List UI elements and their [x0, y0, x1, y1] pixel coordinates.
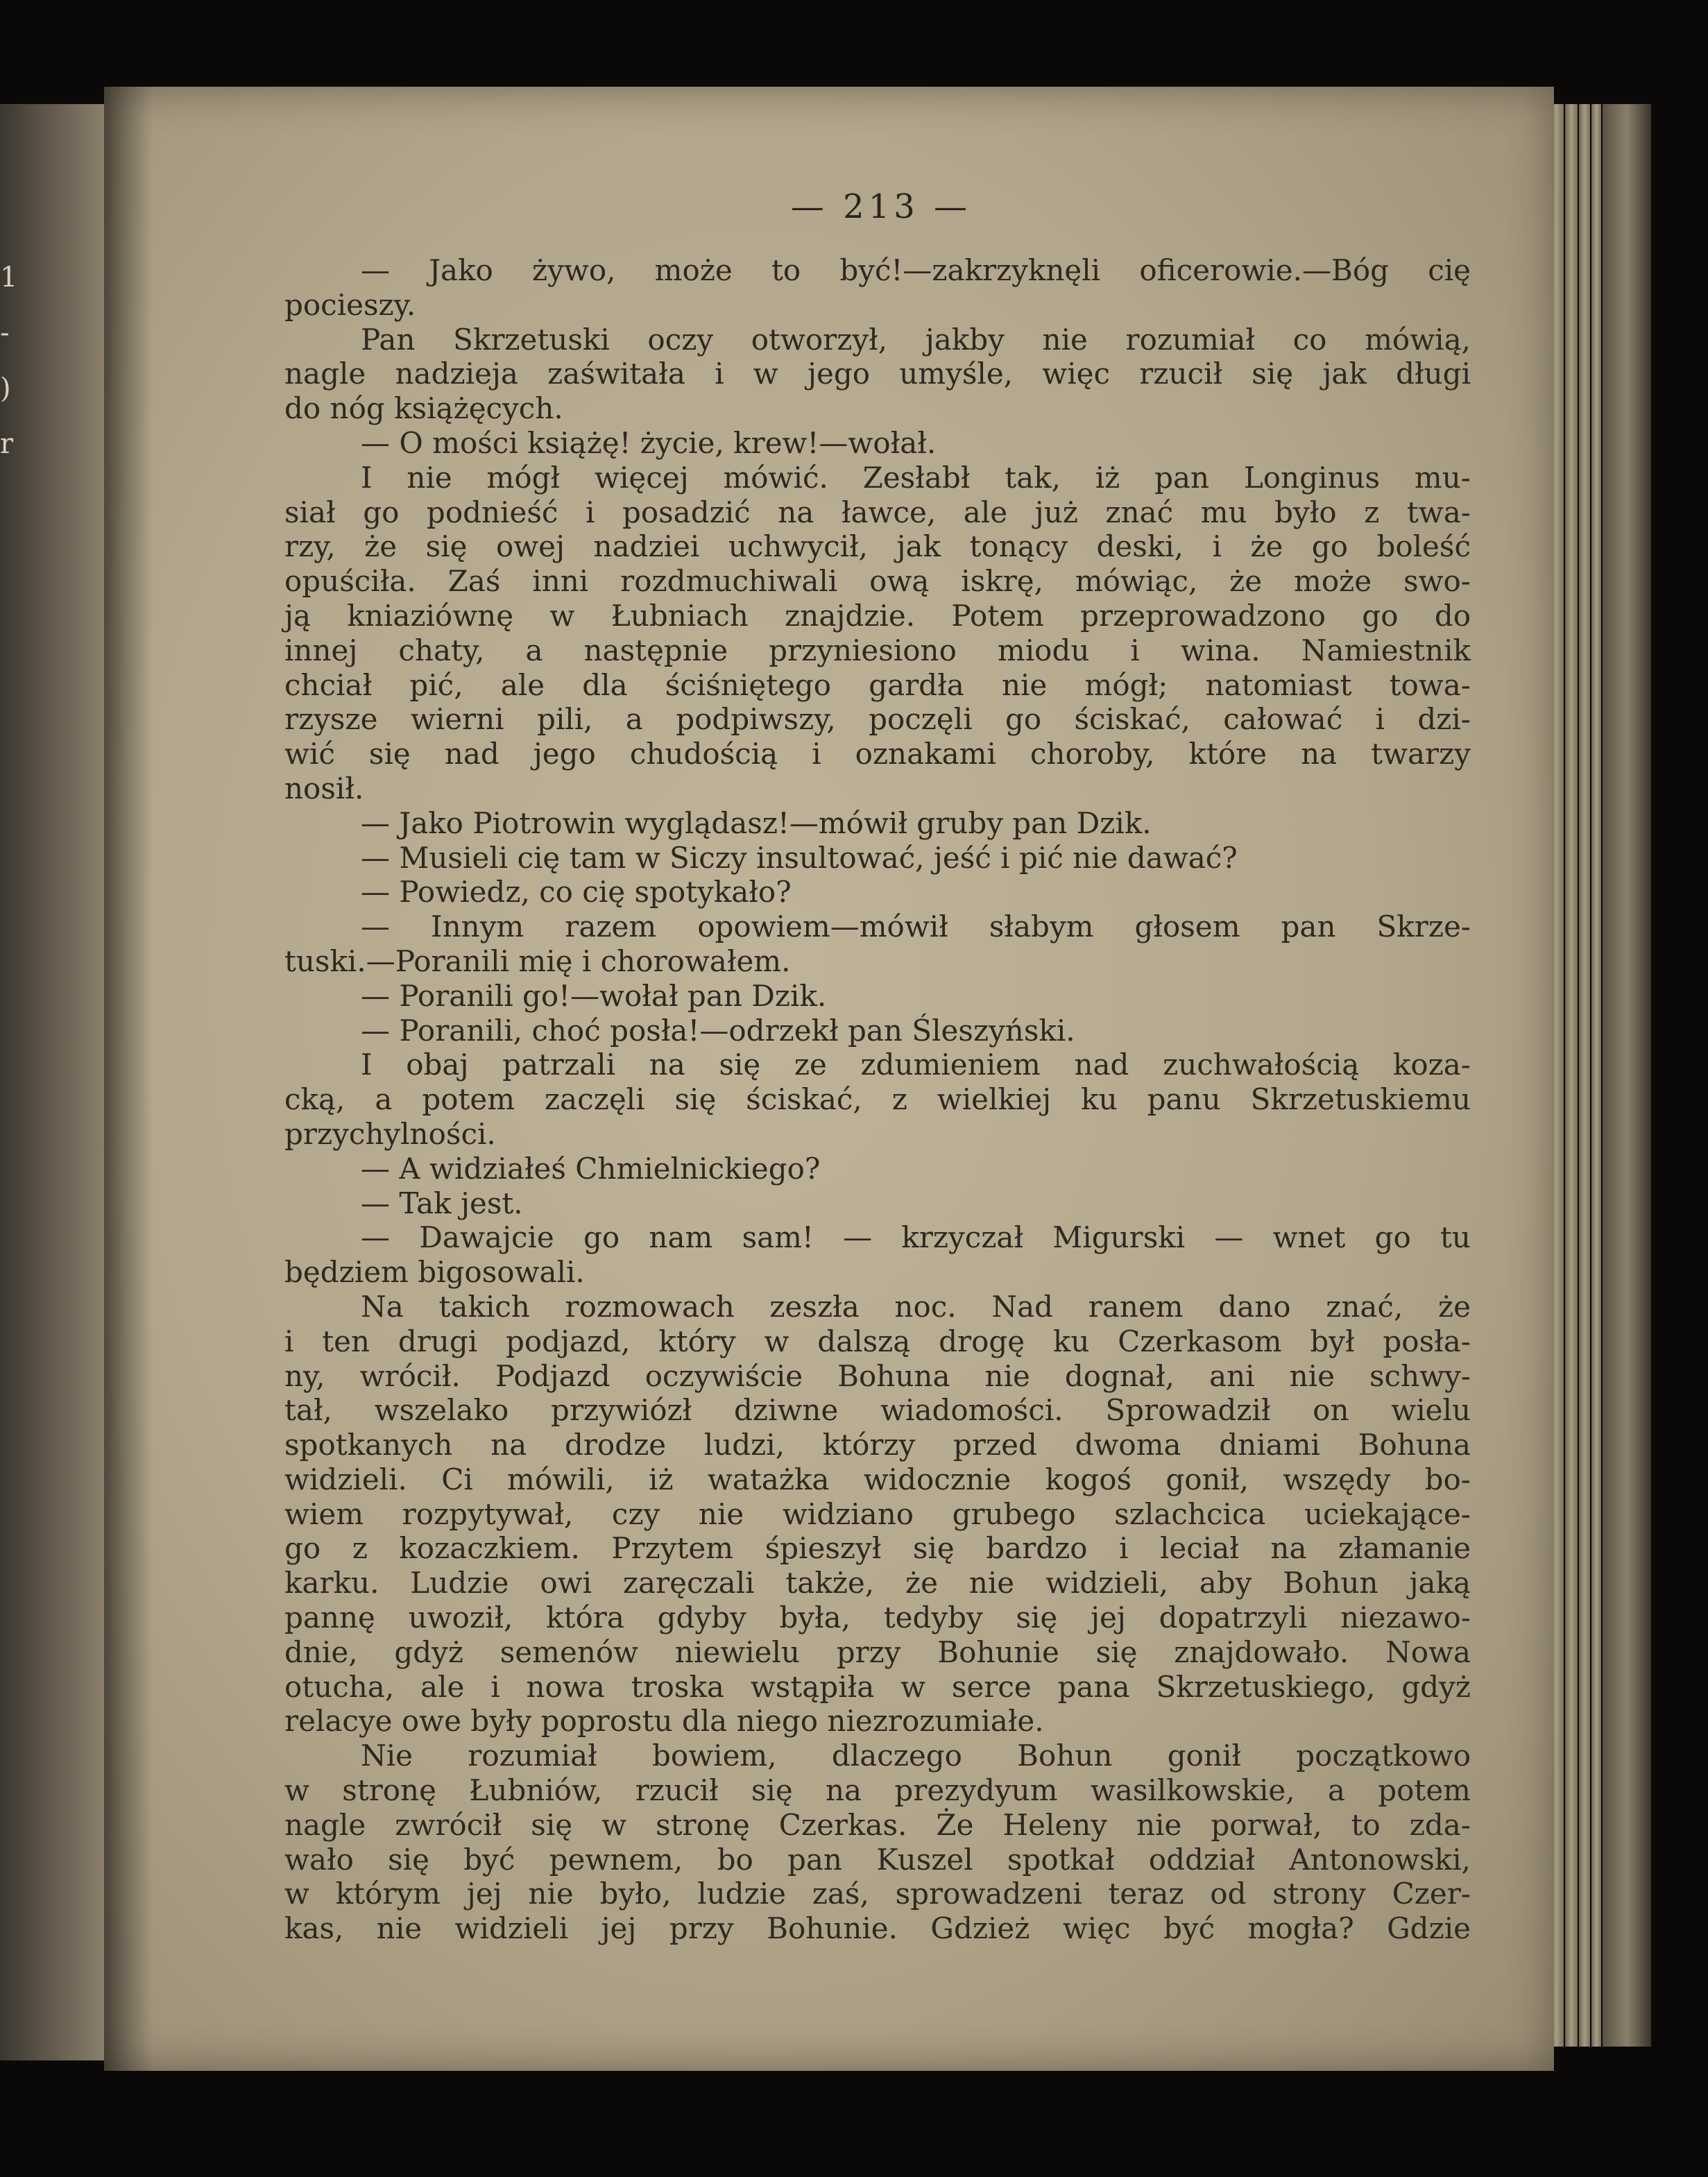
text-line: nosił.	[284, 771, 364, 805]
text-line: kas, nie widzieli jej przy Bohunie. Gdzież więc być mogła? Gdzie	[284, 1911, 1471, 1946]
margin-mark: -	[0, 317, 10, 349]
text-line: wić się nad jego chudością i oznakami choroby, które na twarzy	[284, 737, 1471, 771]
text-line: ją kniaziównę w Łubniach znajdzie. Potem przeprowadzono go do	[284, 598, 1471, 633]
text-line: innej chaty, a następnie przyniesiono miodu i wina. Namiestnik	[284, 633, 1471, 667]
text-line: przychylności.	[284, 1116, 496, 1151]
text-line: cką, a potem zaczęli się ściskać, z wielkiej ku panu Skrzetuskiemu	[284, 1082, 1471, 1117]
text-line: i ten drugi podjazd, który w dalszą drogę ku Czerkasom był posła-	[284, 1324, 1471, 1358]
text-line: do nóg książęcych.	[284, 391, 563, 426]
text-line: — Jako Piotrowin wyglądasz!—mówił gruby pan Dzik.	[361, 805, 1152, 840]
spine-shadow	[104, 87, 153, 2071]
text-line: rzysze wierni pili, a podpiwszy, poczęli go ściskać, całować i dzi-	[284, 702, 1471, 737]
text-line: Pan Skrzetuski oczy otworzył, jakby nie rozumiał co mówią,	[361, 322, 1471, 357]
text-line: — Musieli cię tam w Siczy insultować, jeść i pić nie dawać?	[361, 840, 1238, 875]
text-line: relacye owe były poprostu dla niego niezrozumiałe.	[284, 1704, 1044, 1739]
text-line: nagle zwrócił się w stronę Czerkas. Że Heleny nie porwał, to zda-	[284, 1807, 1471, 1842]
text-line: widzieli. Ci mówili, iż watażka widocznie kogoś gonił, wszędy bo-	[284, 1462, 1471, 1496]
margin-mark: )	[0, 373, 11, 404]
text-line: otucha, ale i nowa troska wstąpiła w serce pana Skrzetuskiego, gdyż	[284, 1669, 1471, 1704]
text-line: wiem rozpytywał, czy nie widziano grubego szlachcica uciekające-	[284, 1496, 1471, 1531]
text-line: spotkanych na drodze ludzi, którzy przed dwoma dniami Bohuna	[284, 1428, 1471, 1462]
text-line: wało się być pewnem, bo pan Kuszel spotkał oddział Antonowski,	[284, 1842, 1471, 1877]
text-line: — Poranili, choć posła!—odrzekł pan Śleszyński.	[361, 1013, 1075, 1048]
text-line: — Powiedz, co cię spotykało?	[361, 875, 792, 910]
text-line: — A widziałeś Chmielnickiego?	[361, 1151, 821, 1186]
text-line: pannę uwoził, która gdyby była, tedyby się jej dopatrzyli niezawo-	[284, 1600, 1471, 1635]
text-line: nagle nadzieja zaświtała i w jego umyśle, więc rzucił się jak długi	[284, 357, 1471, 391]
text-line: I obaj patrzali na się ze zdumieniem nad zuchwałością koza-	[361, 1048, 1471, 1082]
text-line: go z kozaczkiem. Przytem śpieszył się bardzo i leciał na złamanie	[284, 1531, 1471, 1566]
text-line: siał go podnieść i posadzić na ławce, ale już znać mu było z twa-	[284, 495, 1471, 529]
text-line: tał, wszelako przywiózł dziwne wiadomości. Sprowadził on wielu	[284, 1393, 1471, 1428]
text-line: — Dawajcie go nam sam! — krzyczał Migurski — wnet go tu	[361, 1220, 1471, 1255]
page-stack-edge	[1565, 104, 1578, 2047]
text-line: karku. Ludzie owi zaręczali także, że nie widzieli, aby Bohun jaką	[284, 1566, 1471, 1600]
margin-mark: r	[0, 428, 14, 460]
text-line: ny, wrócił. Podjazd oczywiście Bohuna nie dognał, ani nie schwy-	[284, 1358, 1471, 1393]
book-cover-edge	[1603, 104, 1651, 2047]
left-margin-marks	[0, 250, 28, 472]
text-line: — Tak jest.	[361, 1186, 523, 1220]
text-line: będziem bigosowali.	[284, 1255, 585, 1290]
text-line: tuski.—Poranili mię i chorowałem.	[284, 944, 791, 978]
page-stack-edge	[1579, 104, 1590, 2047]
body-text	[284, 253, 1471, 1946]
text-line: — Jako żywo, może to być!—zakrzyknęli oficerowie.—Bóg cię	[361, 253, 1471, 287]
text-line: rzy, że się owej nadziei uchwycił, jak tonący deski, i że go boleść	[284, 529, 1471, 564]
text-line: dnie, gdyż semenów niewielu przy Bohunie się znajdowało. Nowa	[284, 1634, 1471, 1669]
text-line: w stronę Łubniów, rzucił się na prezydyum wasilkowskie, a potem	[284, 1773, 1471, 1808]
text-line: Nie rozumiał bowiem, dlaczego Bohun gonił początkowo	[361, 1739, 1471, 1773]
text-line: — Poranili go!—wołał pan Dzik.	[361, 978, 827, 1013]
text-line: — O mości książę! życie, krew!—wołał.	[361, 425, 937, 460]
text-line: I nie mógł więcej mówić. Zesłabł tak, iż pan Longinus mu-	[361, 460, 1471, 495]
page-number: — 213 —	[790, 187, 972, 226]
page-stack-edge	[1591, 104, 1601, 2047]
text-line: opuściła. Zaś inni rozdmuchiwali ową iskrę, mówiąc, że może swo-	[284, 564, 1471, 599]
text-line: Na takich rozmowach zeszła noc. Nad ranem dano znać, że	[361, 1289, 1471, 1324]
text-line: pocieszy.	[284, 287, 416, 322]
text-line: — Innym razem opowiem—mówił słabym głosem pan Skrze-	[361, 910, 1471, 944]
text-line: chciał pić, ale dla ściśniętego gardła nie mógł; natomiast towa-	[284, 667, 1471, 702]
text-line: w którym jej nie było, ludzie zaś, sprowadzeni teraz od strony Czer-	[284, 1877, 1471, 1911]
margin-mark: 1	[0, 262, 18, 293]
